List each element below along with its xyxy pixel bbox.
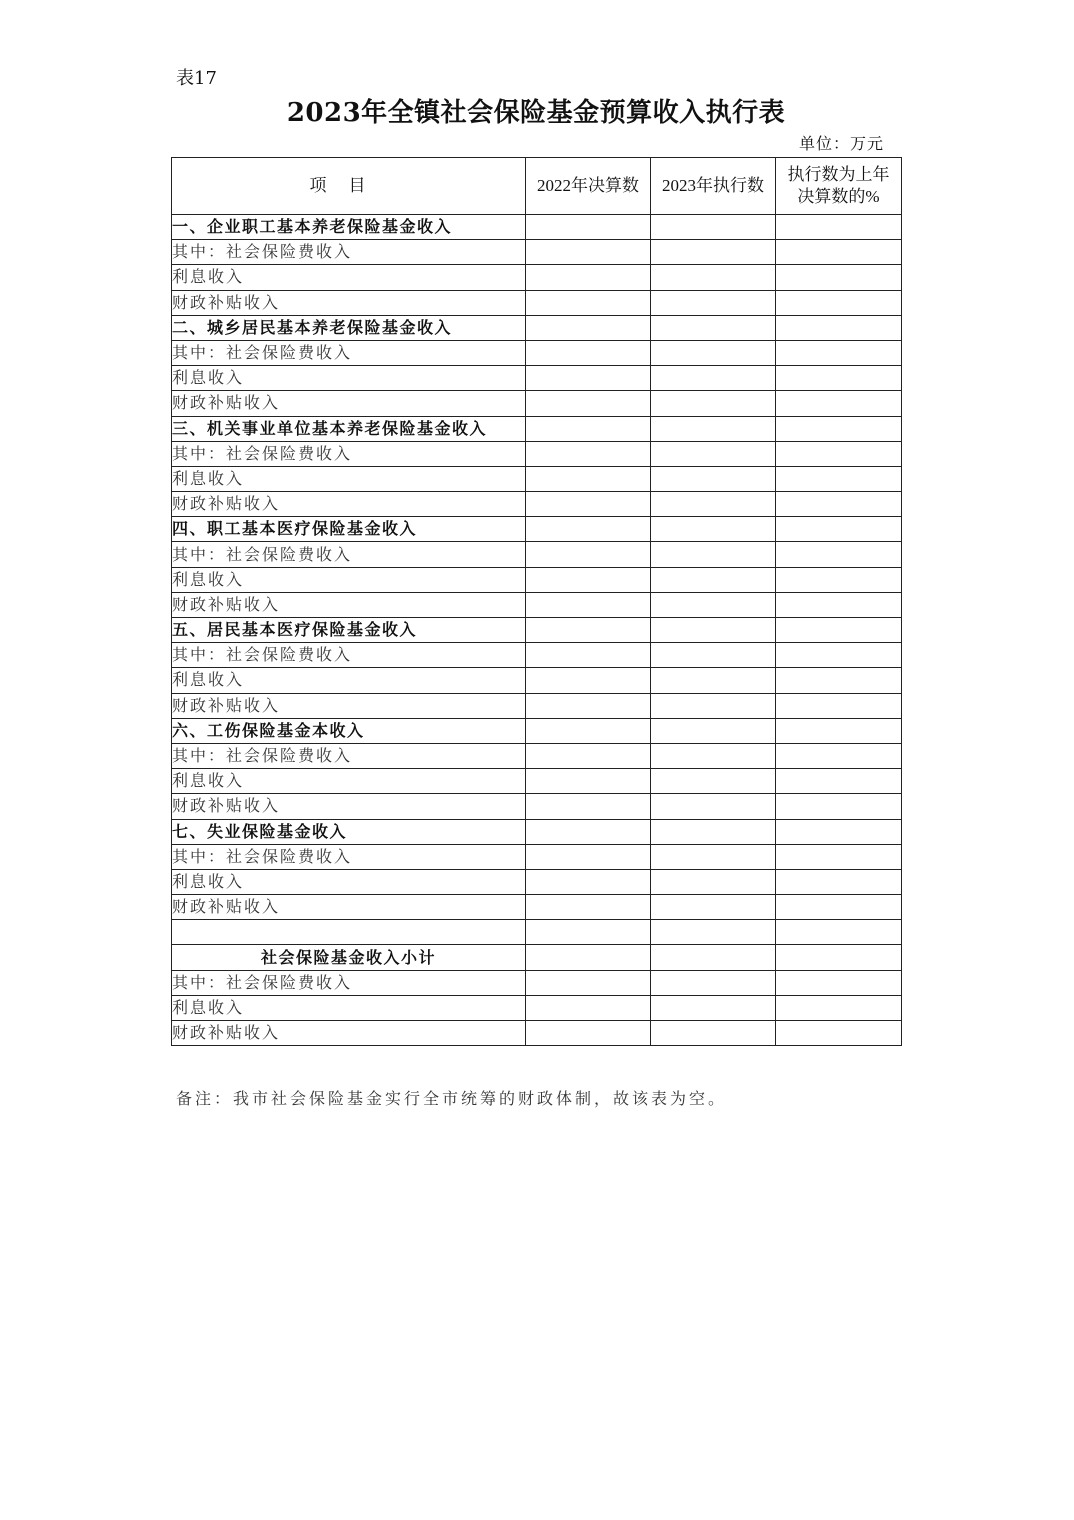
row-value-cell [526, 970, 651, 995]
row-label: 利息收入 [172, 366, 526, 391]
row-value-cell [776, 265, 902, 290]
row-value-cell [526, 542, 651, 567]
row-label: 四、职工基本医疗保险基金收入 [172, 517, 526, 542]
row-label: 财政补贴收入 [172, 693, 526, 718]
row-value-cell [776, 567, 902, 592]
row-value-cell [776, 441, 902, 466]
row-value-cell [526, 895, 651, 920]
row-label: 利息收入 [172, 466, 526, 491]
table-row [172, 290, 902, 315]
table-row [172, 920, 902, 945]
row-label: 其中：社会保险费收入 [172, 970, 526, 995]
row-value-cell [776, 240, 902, 265]
table-body [172, 215, 902, 1046]
row-value-cell [776, 794, 902, 819]
table-row [172, 844, 902, 869]
row-value-cell [651, 794, 776, 819]
row-value-cell [526, 718, 651, 743]
row-label: 其中：社会保险费收入 [172, 441, 526, 466]
row-value-cell [651, 618, 776, 643]
row-value-cell [776, 542, 902, 567]
row-value-cell [651, 215, 776, 240]
row-value-cell [526, 290, 651, 315]
row-label: 其中：社会保险费收入 [172, 542, 526, 567]
row-value-cell [651, 290, 776, 315]
row-value-cell [776, 970, 902, 995]
header-item-label: 项目 [309, 176, 388, 195]
table-row [172, 819, 902, 844]
budget-table [171, 157, 902, 1046]
table-row [172, 215, 902, 240]
row-value-cell [651, 416, 776, 441]
row-value-cell [526, 794, 651, 819]
header-percent-line1: 执行数为上年 [787, 165, 890, 184]
row-value-cell [526, 618, 651, 643]
row-value-cell [776, 693, 902, 718]
row-value-cell [776, 643, 902, 668]
row-label: 其中：社会保险费收入 [172, 844, 526, 869]
table-row [172, 542, 902, 567]
table-row [172, 340, 902, 365]
header-item [172, 158, 526, 215]
header-2022-final: 2022年决算数 [526, 158, 651, 215]
row-value-cell [526, 366, 651, 391]
row-value-cell [526, 819, 651, 844]
row-label: 五、居民基本医疗保险基金收入 [172, 618, 526, 643]
row-label: 财政补贴收入 [172, 492, 526, 517]
row-value-cell [776, 340, 902, 365]
row-label: 一、企业职工基本养老保险基金收入 [172, 215, 526, 240]
row-value-cell [526, 844, 651, 869]
table-row [172, 240, 902, 265]
table-row [172, 366, 902, 391]
row-label: 利息收入 [172, 668, 526, 693]
row-value-cell [526, 240, 651, 265]
table-row [172, 492, 902, 517]
row-value-cell [651, 441, 776, 466]
row-value-cell [526, 416, 651, 441]
row-value-cell [651, 869, 776, 894]
row-label: 利息收入 [172, 869, 526, 894]
row-value-cell [651, 693, 776, 718]
row-value-cell [651, 517, 776, 542]
table-row [172, 592, 902, 617]
table-row [172, 466, 902, 491]
row-label: 其中：社会保险费收入 [172, 340, 526, 365]
row-value-cell [651, 844, 776, 869]
header-percent-line2: 决算数的% [797, 187, 880, 206]
row-value-cell [776, 391, 902, 416]
row-label: 利息收入 [172, 567, 526, 592]
row-label: 财政补贴收入 [172, 592, 526, 617]
table-row [172, 693, 902, 718]
row-value-cell [776, 592, 902, 617]
row-value-cell [526, 315, 651, 340]
table-row [172, 567, 902, 592]
row-value-cell [651, 567, 776, 592]
table-row [172, 769, 902, 794]
row-label: 二、城乡居民基本养老保险基金收入 [172, 315, 526, 340]
table-row [172, 794, 902, 819]
row-value-cell [526, 668, 651, 693]
row-label: 三、机关事业单位基本养老保险基金收入 [172, 416, 526, 441]
row-value-cell [776, 718, 902, 743]
row-value-cell [651, 240, 776, 265]
row-value-cell [651, 1021, 776, 1046]
row-value-cell [651, 668, 776, 693]
row-value-cell [651, 340, 776, 365]
row-value-cell [776, 819, 902, 844]
row-label: 其中：社会保险费收入 [172, 240, 526, 265]
row-value-cell [776, 1021, 902, 1046]
row-value-cell [651, 819, 776, 844]
table-header [172, 158, 902, 215]
row-value-cell [651, 265, 776, 290]
row-value-cell [526, 693, 651, 718]
row-value-cell [526, 869, 651, 894]
row-value-cell [526, 769, 651, 794]
row-label: 财政补贴收入 [172, 794, 526, 819]
table-row [172, 869, 902, 894]
table-row [172, 668, 902, 693]
row-value-cell [776, 869, 902, 894]
row-label: 其中：社会保险费收入 [172, 643, 526, 668]
row-value-cell [776, 416, 902, 441]
row-value-cell [776, 995, 902, 1020]
row-value-cell [776, 466, 902, 491]
row-label: 财政补贴收入 [172, 895, 526, 920]
row-label [172, 920, 526, 945]
row-value-cell [776, 290, 902, 315]
table-row [172, 743, 902, 768]
row-label: 财政补贴收入 [172, 290, 526, 315]
table-row [172, 1021, 902, 1046]
row-label: 利息收入 [172, 995, 526, 1020]
header-percent [776, 158, 902, 215]
row-label: 其中：社会保险费收入 [172, 743, 526, 768]
row-value-cell [776, 517, 902, 542]
row-value-cell [651, 970, 776, 995]
row-value-cell [526, 492, 651, 517]
row-label: 社会保险基金收入小计 [172, 945, 526, 970]
row-value-cell [776, 769, 902, 794]
row-value-cell [776, 618, 902, 643]
row-value-cell [526, 643, 651, 668]
row-label: 六、工伤保险基金本收入 [172, 718, 526, 743]
row-label: 利息收入 [172, 265, 526, 290]
row-value-cell [526, 592, 651, 617]
row-value-cell [651, 643, 776, 668]
row-value-cell [776, 315, 902, 340]
row-value-cell [776, 743, 902, 768]
row-value-cell [651, 492, 776, 517]
row-value-cell [776, 844, 902, 869]
table-row [172, 315, 902, 340]
row-value-cell [526, 743, 651, 768]
table-row [172, 265, 902, 290]
row-value-cell [776, 668, 902, 693]
row-value-cell [526, 1021, 651, 1046]
row-value-cell [651, 769, 776, 794]
row-value-cell [651, 592, 776, 617]
row-value-cell [526, 920, 651, 945]
row-value-cell [526, 265, 651, 290]
row-value-cell [651, 945, 776, 970]
row-value-cell [526, 567, 651, 592]
row-value-cell [651, 391, 776, 416]
row-value-cell [526, 517, 651, 542]
footnote: 备注：我市社会保险基金实行全市统筹的财政体制，故该表为空。 [176, 1089, 728, 1108]
table-row [172, 895, 902, 920]
row-value-cell [776, 895, 902, 920]
row-value-cell [526, 340, 651, 365]
table-row [172, 995, 902, 1020]
row-label: 财政补贴收入 [172, 391, 526, 416]
table-row [172, 643, 902, 668]
table-row [172, 618, 902, 643]
row-value-cell [526, 441, 651, 466]
row-label: 利息收入 [172, 769, 526, 794]
table-row [172, 391, 902, 416]
row-value-cell [526, 945, 651, 970]
row-value-cell [651, 995, 776, 1020]
row-label: 财政补贴收入 [172, 1021, 526, 1046]
row-value-cell [651, 718, 776, 743]
row-value-cell [776, 366, 902, 391]
row-value-cell [651, 542, 776, 567]
table-row [172, 945, 902, 970]
row-value-cell [651, 895, 776, 920]
row-value-cell [526, 391, 651, 416]
document-title: 2023年全镇社会保险基金预算收入执行表 [286, 98, 786, 128]
row-value-cell [651, 920, 776, 945]
row-value-cell [526, 466, 651, 491]
table-row [172, 970, 902, 995]
row-value-cell [776, 492, 902, 517]
table-row [172, 517, 902, 542]
header-2023-execution: 2023年执行数 [651, 158, 776, 215]
header-row [172, 158, 902, 215]
row-label: 七、失业保险基金收入 [172, 819, 526, 844]
row-value-cell [776, 945, 902, 970]
row-value-cell [651, 743, 776, 768]
row-value-cell [776, 920, 902, 945]
unit-label: 单位：万元 [798, 134, 884, 153]
table-row [172, 416, 902, 441]
table-row [172, 718, 902, 743]
row-value-cell [776, 215, 902, 240]
row-value-cell [526, 995, 651, 1020]
table-number: 表17 [176, 68, 217, 89]
row-value-cell [526, 215, 651, 240]
row-value-cell [651, 466, 776, 491]
row-value-cell [651, 366, 776, 391]
row-value-cell [651, 315, 776, 340]
table-row [172, 441, 902, 466]
